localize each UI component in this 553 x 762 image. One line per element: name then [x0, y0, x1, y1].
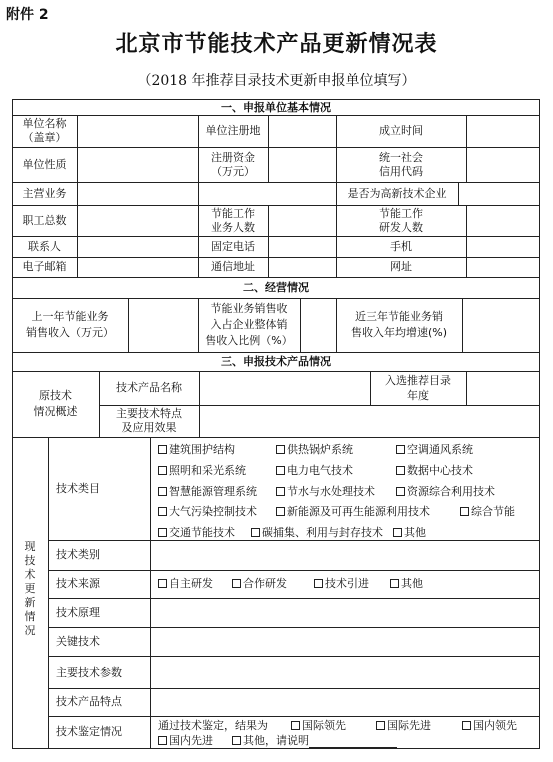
label-address: 通信地址: [211, 260, 255, 273]
checkbox[interactable]: [158, 466, 167, 475]
col-divider: [268, 205, 269, 277]
option-source-other[interactable]: 其他: [390, 577, 423, 591]
label-product-name: 技术产品名称: [116, 381, 182, 394]
label-main-features: 主要技术特点: [116, 407, 182, 420]
row-divider: [48, 627, 540, 628]
checkbox[interactable]: [314, 579, 323, 588]
label-main-features-2: 及应用效果: [121, 421, 177, 434]
checkbox[interactable]: [276, 507, 285, 516]
row-divider: [48, 570, 540, 571]
option-domestic-leading[interactable]: 国内领先: [462, 719, 517, 733]
label-contact: 联系人: [28, 240, 61, 253]
checkbox[interactable]: [158, 579, 167, 588]
label-energy-staff: 节能工作: [211, 207, 255, 220]
checkbox[interactable]: [158, 507, 167, 516]
row-divider: [12, 205, 540, 206]
row-divider: [48, 716, 540, 717]
label-mobile: 手机: [390, 240, 412, 253]
checkbox[interactable]: [396, 487, 405, 496]
label-category: 技术类目: [56, 482, 100, 495]
row-divider: [12, 182, 540, 183]
checkbox[interactable]: [291, 721, 300, 730]
option-renewable[interactable]: 新能源及可再生能源利用技术: [276, 505, 430, 519]
section-business-header: 二、经营情况: [243, 281, 309, 294]
label-founded: 成立时间: [379, 124, 423, 137]
checkbox[interactable]: [393, 528, 402, 537]
label-sales-ratio-2: 入占企业整体销: [210, 318, 288, 331]
option-air-pollution[interactable]: 大气污染控制技术: [158, 505, 257, 519]
checkbox[interactable]: [396, 466, 405, 475]
col-divider: [48, 437, 49, 749]
checkbox[interactable]: [462, 721, 471, 730]
option-intl-advanced[interactable]: 国际先进: [376, 719, 431, 733]
label-current-tech: 现技术更新情况: [24, 540, 36, 637]
label-sales-ratio: 节能业务销售收: [210, 302, 288, 315]
row-divider: [48, 656, 540, 657]
option-independent-rd[interactable]: 自主研发: [158, 577, 213, 591]
checkbox[interactable]: [390, 579, 399, 588]
col-divider: [128, 298, 129, 352]
checkbox[interactable]: [460, 507, 469, 516]
option-resource-utilization[interactable]: 资源综合利用技术: [396, 485, 495, 499]
label-catalog-year: 入选推荐目录: [385, 374, 451, 387]
option-appraisal-other[interactable]: 其他，请说明: [232, 734, 397, 748]
row-divider: [48, 598, 540, 599]
label-high-tech: 是否为高新技术企业: [347, 187, 447, 200]
option-hvac[interactable]: 空调通风系统: [396, 443, 473, 457]
col-divider: [268, 115, 269, 182]
label-prev-year-sales-2: 销售收入（万元）: [26, 326, 114, 339]
label-phone: 固定电话: [211, 240, 255, 253]
label-prev-year-sales: 上一年节能业务: [31, 310, 109, 323]
option-water-saving[interactable]: 节水与水处理技术: [276, 485, 375, 499]
checkbox[interactable]: [276, 466, 285, 475]
col-divider: [466, 371, 467, 405]
row-divider: [12, 236, 540, 237]
other-explain-line[interactable]: [309, 736, 397, 748]
row-divider: [12, 115, 540, 116]
label-reg-place: 单位注册地: [205, 124, 261, 137]
checkbox[interactable]: [376, 721, 385, 730]
checkbox[interactable]: [232, 579, 241, 588]
option-ccus[interactable]: 碳捕集、利用与封存技术: [251, 526, 383, 540]
label-original-tech: 原技术: [39, 389, 72, 402]
option-data-center[interactable]: 数据中心技术: [396, 464, 473, 478]
option-comprehensive[interactable]: 综合节能: [460, 505, 515, 519]
label-rd-staff-2: 研发人数: [379, 221, 423, 234]
label-employees: 职工总数: [22, 214, 67, 227]
checkbox[interactable]: [158, 528, 167, 537]
checkbox[interactable]: [276, 487, 285, 496]
row-divider: [12, 371, 540, 372]
label-appraisal: 技术鉴定情况: [56, 725, 122, 738]
option-building-envelope[interactable]: 建筑围护结构: [158, 443, 235, 457]
page-subtitle: （2018 年推荐目录技术更新申报单位填写）: [137, 73, 416, 89]
label-energy-staff-2: 业务人数: [211, 221, 255, 234]
option-transport[interactable]: 交通节能技术: [158, 526, 235, 540]
label-params: 主要技术参数: [56, 666, 122, 679]
col-divider: [466, 205, 467, 277]
option-lighting[interactable]: 照明和采光系统: [158, 464, 246, 478]
option-category-other[interactable]: 其他: [393, 526, 426, 540]
col-divider: [336, 298, 337, 352]
row-divider: [48, 540, 540, 541]
option-tech-import[interactable]: 技术引进: [314, 577, 369, 591]
label-reg-capital: 注册资金: [211, 151, 255, 164]
label-tech-source: 技术来源: [56, 577, 100, 590]
label-email: 电子邮箱: [22, 260, 67, 273]
checkbox[interactable]: [276, 445, 285, 454]
col-divider: [150, 437, 151, 749]
label-rd-staff: 节能工作: [379, 207, 423, 220]
label-growth: 近三年节能业务销: [355, 310, 443, 323]
col-divider: [77, 115, 78, 277]
label-tech-type: 技术类别: [56, 548, 100, 561]
col-divider: [199, 371, 200, 437]
option-smart-energy[interactable]: 智慧能源管理系统: [158, 485, 257, 499]
label-reg-capital-unit: （万元）: [211, 165, 255, 178]
checkbox[interactable]: [396, 445, 405, 454]
row-divider: [12, 277, 540, 278]
label-principle: 技术原理: [56, 606, 100, 619]
appraisal-prefix: 通过技术鉴定，结果为: [158, 719, 268, 732]
col-divider: [300, 298, 301, 352]
option-electrical[interactable]: 电力电气技术: [276, 464, 353, 478]
option-cooperative-rd[interactable]: 合作研发: [232, 577, 287, 591]
row-divider: [12, 257, 540, 258]
label-website: 网址: [390, 260, 412, 273]
label-sales-ratio-3: 售收入比例（%）: [205, 334, 293, 347]
label-growth-2: 售收入年均增速(%): [350, 326, 448, 339]
checkbox[interactable]: [158, 445, 167, 454]
row-divider: [48, 688, 540, 689]
section-product-header: 三、申报技术产品情况: [221, 355, 331, 368]
option-domestic-advanced[interactable]: 国内先进: [158, 734, 213, 748]
col-divider: [458, 182, 459, 205]
label-credit-code: 统一社会: [379, 151, 423, 164]
label-nature: 单位性质: [22, 158, 67, 171]
page-title: 北京市节能技术产品更新情况表: [115, 31, 438, 57]
label-credit-code-2: 信用代码: [379, 165, 423, 178]
label-key-tech: 关键技术: [56, 635, 100, 648]
label-seal: （盖章）: [22, 131, 67, 144]
label-unit-name: 单位名称: [22, 117, 67, 130]
form-table: [12, 99, 540, 749]
checkbox[interactable]: [251, 528, 260, 537]
label-catalog-year-2: 年度: [407, 389, 429, 402]
option-intl-leading[interactable]: 国际领先: [291, 719, 346, 733]
checkbox[interactable]: [232, 736, 241, 745]
label-main-business: 主营业务: [22, 187, 67, 200]
row-divider: [12, 298, 540, 299]
col-divider: [466, 115, 467, 182]
attachment-label: 附件 2: [6, 7, 49, 23]
label-product-features: 技术产品特点: [56, 695, 122, 708]
row-divider: [12, 437, 540, 438]
row-divider: [99, 405, 540, 406]
col-divider: [462, 298, 463, 352]
option-heating-boiler[interactable]: 供热锅炉系统: [276, 443, 353, 457]
checkbox[interactable]: [158, 487, 167, 496]
label-original-tech-2: 情况概述: [33, 405, 78, 418]
row-divider: [12, 147, 540, 148]
checkbox[interactable]: [158, 736, 167, 745]
row-divider: [12, 352, 540, 353]
section-basic-header: 一、申报单位基本情况: [221, 101, 331, 114]
